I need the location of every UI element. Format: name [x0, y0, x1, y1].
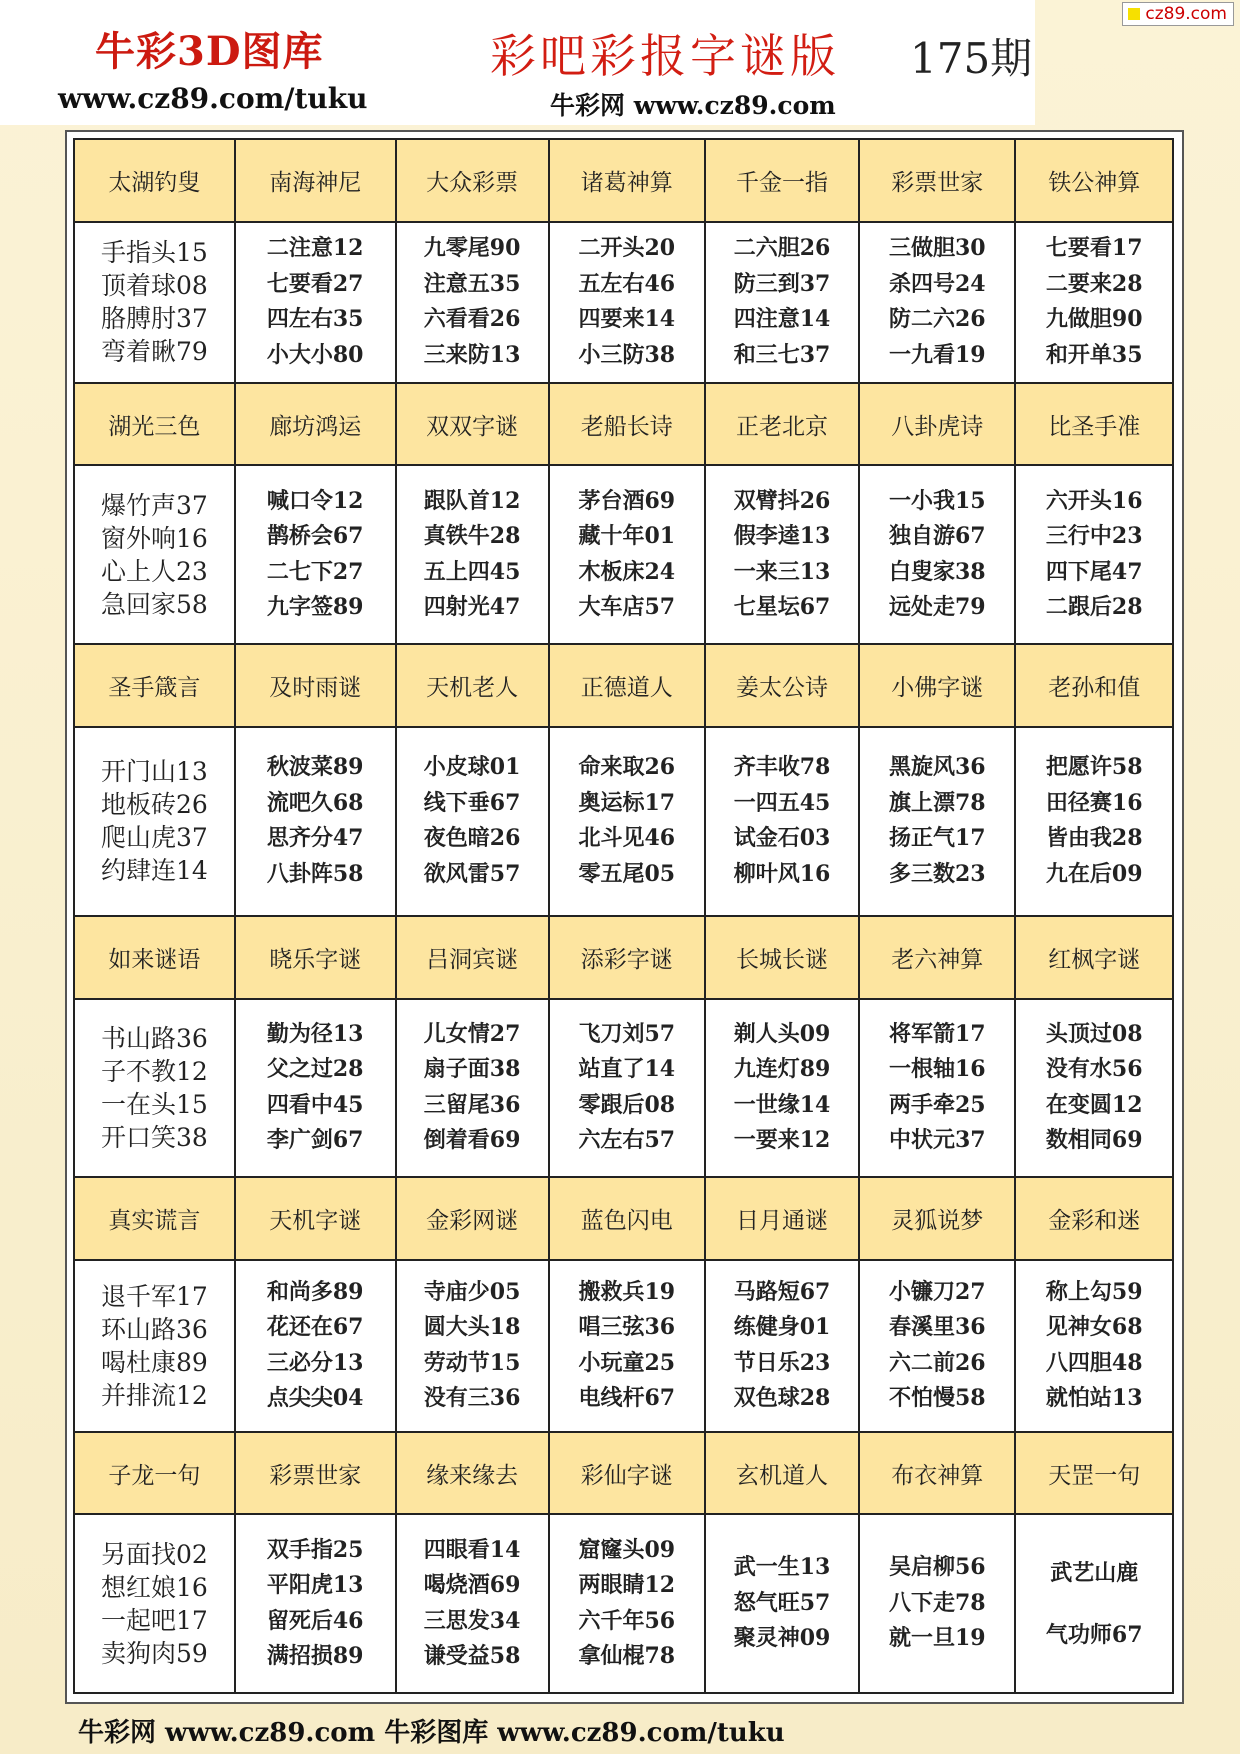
clue-line: 一根轴16: [888, 1056, 986, 1083]
clue-line: 气功师67: [1045, 1621, 1143, 1648]
clue-line: 吴启柳56: [888, 1554, 986, 1581]
clue-line: 聚灵神09: [733, 1625, 831, 1652]
grid-cell: [549, 1260, 705, 1432]
column-header: 如来谜语: [74, 916, 235, 999]
clue-line: 八卦阵58: [266, 860, 364, 887]
puzzle-grid: [73, 138, 1174, 1694]
header-row: [74, 383, 1173, 466]
clue-line: 双臂抖26: [733, 487, 831, 514]
clue-line: 一四五45: [733, 789, 831, 816]
column-header: 吕洞宾谜: [396, 916, 549, 999]
clue-line: 独自游67: [888, 523, 986, 550]
clue-line: 顶着球08: [100, 271, 208, 301]
clue-line: 藏十年01: [578, 523, 676, 550]
clue-line: 另面找02: [100, 1539, 208, 1569]
clue-line: 三来防13: [423, 341, 521, 368]
clue-line: 七要看27: [266, 270, 364, 297]
column-header: 老船长诗: [549, 383, 705, 466]
clue-line: 三行中23: [1045, 523, 1143, 550]
column-header: 比圣手准: [1015, 383, 1173, 466]
clue-line: 并排流12: [100, 1380, 208, 1410]
issue-number: 175期: [910, 34, 1033, 83]
clue-line: 试金石03: [733, 825, 831, 852]
clue-line: 北斗见46: [578, 825, 676, 852]
clue-line: 倒着看69: [423, 1127, 521, 1154]
grid-cell: [1015, 222, 1173, 383]
clue-line: 思齐分47: [266, 825, 364, 852]
grid-cell: [396, 222, 549, 383]
clue-line: 奥运标17: [578, 789, 676, 816]
clue-line: 鹊桥会67: [266, 523, 364, 550]
clue-line: 小皮球01: [423, 754, 521, 781]
clue-line: 小镰刀27: [888, 1278, 986, 1305]
clue-line: 木板床24: [578, 558, 676, 585]
clue-line: 二要来28: [1045, 270, 1143, 297]
clue-line: 零五尾05: [578, 860, 676, 887]
clue-line: 四眼看14: [423, 1536, 521, 1563]
column-header: 老六神算: [859, 916, 1015, 999]
clue-line: 见神女68: [1045, 1314, 1143, 1341]
clue-line: 柳叶风16: [733, 860, 831, 887]
clue-line: 五左右46: [578, 270, 676, 297]
grid-cell: [396, 465, 549, 643]
column-header: 小佛字谜: [859, 644, 1015, 727]
clue-line: 九字签89: [266, 594, 364, 621]
clue-line: 四看中45: [266, 1091, 364, 1118]
clue-line: 欲风雷57: [423, 860, 521, 887]
clue-line: 中状元37: [888, 1127, 986, 1154]
footer-links[interactable]: 牛彩网 www.cz89.com 牛彩图库 www.cz89.com/tuku: [78, 1718, 785, 1748]
grid-cell: [1015, 727, 1173, 916]
grid-cell: [549, 999, 705, 1177]
clue-line: 急回家58: [100, 589, 208, 619]
column-header: 八卦虎诗: [859, 383, 1015, 466]
column-header: 圣手箴言: [74, 644, 235, 727]
edition-title: 彩吧彩报字谜版: [490, 29, 840, 83]
clue-line: 一要来12: [733, 1127, 831, 1154]
clue-line: 武艺山鹿: [1050, 1559, 1139, 1586]
clue-line: 二注意12: [266, 235, 364, 262]
data-row: [74, 1260, 1173, 1432]
clue-line: 小三防38: [578, 341, 676, 368]
clue-line: 零跟后08: [578, 1091, 676, 1118]
grid-cell: [705, 222, 859, 383]
clue-line: 二跟后28: [1045, 594, 1143, 621]
grid-cell: [859, 1260, 1015, 1432]
header-row: [74, 644, 1173, 727]
clue-line: 开门山13: [100, 757, 208, 787]
clue-line: 六开头16: [1045, 487, 1143, 514]
site-url[interactable]: 牛彩网 www.cz89.com: [550, 91, 836, 120]
clue-line: 和三七37: [733, 341, 831, 368]
grid-cell: [74, 1260, 235, 1432]
clue-line: 勤为径13: [266, 1020, 364, 1047]
clue-line: 点尖尖04: [266, 1385, 364, 1412]
clue-line: 六左右57: [578, 1127, 676, 1154]
clue-line: 八下走78: [888, 1589, 986, 1616]
clue-line: 注意五35: [423, 270, 521, 297]
clue-line: 三必分13: [266, 1349, 364, 1376]
clue-line: 在变圆12: [1045, 1091, 1143, 1118]
column-header: 正德道人: [549, 644, 705, 727]
clue-line: 六二前26: [888, 1349, 986, 1376]
grid-cell: [74, 999, 235, 1177]
clue-line: 四射光47: [423, 594, 521, 621]
column-header: 大众彩票: [396, 139, 549, 222]
grid-cell: [859, 727, 1015, 916]
clue-line: 杀四号24: [888, 270, 986, 297]
column-header: 千金一指: [705, 139, 859, 222]
puzzle-grid-frame: [65, 130, 1184, 1704]
clue-line: 小玩童25: [578, 1349, 676, 1376]
column-header: 老孙和值: [1015, 644, 1173, 727]
column-header: 姜太公诗: [705, 644, 859, 727]
grid-cell: [235, 222, 396, 383]
clue-line: 武一生13: [733, 1554, 831, 1581]
column-header: 彩票世家: [859, 139, 1015, 222]
clue-line: 二七下27: [266, 558, 364, 585]
clue-line: 拿仙棍78: [578, 1643, 676, 1670]
grid-cell: [74, 222, 235, 383]
clue-line: 二开头20: [578, 235, 676, 262]
column-header: 布衣神算: [859, 1432, 1015, 1515]
brand-url[interactable]: www.cz89.com/tuku: [58, 82, 368, 115]
column-header: 子龙一句: [74, 1432, 235, 1515]
clue-line: 双手指25: [266, 1536, 364, 1563]
column-header: 正老北京: [705, 383, 859, 466]
grid-cell: [1015, 999, 1173, 1177]
grid-cell: [396, 727, 549, 916]
clue-line: 九零尾90: [423, 235, 521, 262]
clue-line: 一世缘14: [733, 1091, 831, 1118]
clue-line: 七要看17: [1045, 235, 1143, 262]
clue-line: 夜色暗26: [423, 825, 521, 852]
brand-title: 牛彩3D图库: [95, 28, 324, 75]
grid-cell: [396, 999, 549, 1177]
clue-line: 皆由我28: [1045, 825, 1143, 852]
clue-line: 心上人23: [100, 556, 208, 586]
grid-cell: [74, 727, 235, 916]
data-row: [74, 999, 1173, 1177]
clue-line: 扇子面38: [423, 1056, 521, 1083]
grid-cell: [549, 1514, 705, 1693]
clue-line: 四要来14: [578, 306, 676, 333]
clue-line: 喝烧酒69: [423, 1572, 521, 1599]
clue-line: 儿女情27: [423, 1020, 521, 1047]
corner-badge-text: cz89.com: [1145, 4, 1227, 24]
clue-line: 六看看26: [423, 306, 521, 333]
column-header: 灵狐说梦: [859, 1177, 1015, 1260]
data-row: [74, 1514, 1173, 1693]
clue-line: 数相同69: [1045, 1127, 1143, 1154]
clue-line: 弯着瞅79: [100, 337, 208, 367]
clue-line: 跟队首12: [423, 487, 521, 514]
clue-line: 不怕慢58: [888, 1385, 986, 1412]
clue-line: 两眼睛12: [578, 1572, 676, 1599]
grid-cell: [705, 999, 859, 1177]
clue-line: 飞刀刘57: [578, 1020, 676, 1047]
clue-line: 流吧久68: [266, 789, 364, 816]
clue-line: 八四胆48: [1045, 1349, 1143, 1376]
grid-cell: [235, 465, 396, 643]
column-header: 天罡一句: [1015, 1432, 1173, 1515]
clue-line: 九在后09: [1045, 860, 1143, 887]
clue-line: 平阳虎13: [266, 1572, 364, 1599]
clue-line: 子不教12: [100, 1056, 208, 1086]
clue-line: 二六胆26: [733, 235, 831, 262]
clue-line: 田径赛16: [1045, 789, 1143, 816]
column-header: 铁公神算: [1015, 139, 1173, 222]
grid-cell: [859, 465, 1015, 643]
clue-line: 一在头15: [100, 1089, 208, 1119]
clue-line: 李广剑67: [266, 1127, 364, 1154]
clue-line: 五上四45: [423, 558, 521, 585]
clue-line: 卖狗肉59: [100, 1638, 208, 1668]
clue-line: 爆竹声37: [100, 490, 208, 520]
clue-line: 搬救兵19: [578, 1278, 676, 1305]
column-header: 金彩网谜: [396, 1177, 549, 1260]
clue-line: 四左右35: [266, 306, 364, 333]
clue-line: 劳动节15: [423, 1349, 521, 1376]
grid-cell: [549, 465, 705, 643]
clue-line: 双色球28: [733, 1385, 831, 1412]
clue-line: 一起吧17: [100, 1605, 208, 1635]
grid-cell: [859, 222, 1015, 383]
grid-cell: [705, 465, 859, 643]
grid-cell: [235, 727, 396, 916]
grid-cell: [235, 1260, 396, 1432]
clue-line: 一九看19: [888, 341, 986, 368]
clue-line: 就一旦19: [888, 1625, 986, 1652]
clue-line: 和开单35: [1045, 341, 1143, 368]
clue-line: 没有三36: [423, 1385, 521, 1412]
clue-line: 留死后46: [266, 1607, 364, 1634]
column-header: 玄机道人: [705, 1432, 859, 1515]
clue-line: 三思发34: [423, 1607, 521, 1634]
clue-line: 六千年56: [578, 1607, 676, 1634]
grid-cell: [235, 999, 396, 1177]
clue-line: 退千军17: [100, 1281, 208, 1311]
clue-line: 两手牵25: [888, 1091, 986, 1118]
clue-line: 九连灯89: [733, 1056, 831, 1083]
clue-line: 手指头15: [100, 238, 208, 268]
clue-line: 小大小80: [266, 341, 364, 368]
clue-line: 一来三13: [733, 558, 831, 585]
clue-line: 七星坛67: [733, 594, 831, 621]
clue-line: 节日乐23: [733, 1349, 831, 1376]
clue-line: 就怕站13: [1045, 1385, 1143, 1412]
header-row: [74, 1432, 1173, 1515]
clue-line: 花还在67: [266, 1314, 364, 1341]
corner-badge[interactable]: [1122, 2, 1234, 26]
clue-line: 线下垂67: [423, 789, 521, 816]
column-header: 晓乐字谜: [235, 916, 396, 999]
column-header: 蓝色闪电: [549, 1177, 705, 1260]
column-header: 及时雨谜: [235, 644, 396, 727]
grid-cell: [549, 727, 705, 916]
clue-line: 地板砖26: [100, 790, 208, 820]
clue-line: 和尚多89: [266, 1278, 364, 1305]
column-header: 红枫字谜: [1015, 916, 1173, 999]
clue-line: 四下尾47: [1045, 558, 1143, 585]
clue-line: 爬山虎37: [100, 823, 208, 853]
column-header: 天机老人: [396, 644, 549, 727]
column-header: 彩仙字谜: [549, 1432, 705, 1515]
clue-line: 一小我15: [888, 487, 986, 514]
header-row: [74, 1177, 1173, 1260]
clue-line: 窗外响16: [100, 523, 208, 553]
clue-line: 大车店57: [578, 594, 676, 621]
column-header: 双双字谜: [396, 383, 549, 466]
clue-line: 多三数23: [888, 860, 986, 887]
clue-line: 把愿许58: [1045, 754, 1143, 781]
column-header: 太湖钓叟: [74, 139, 235, 222]
column-header: 日月通谜: [705, 1177, 859, 1260]
clue-line: 假李逵13: [733, 523, 831, 550]
grid-cell: [859, 1514, 1015, 1693]
data-row: [74, 465, 1173, 643]
clue-line: 圆大头18: [423, 1314, 521, 1341]
clue-line: 茅台酒69: [578, 487, 676, 514]
grid-cell: [1015, 1260, 1173, 1432]
clue-line: 马路短67: [733, 1278, 831, 1305]
clue-line: 没有水56: [1045, 1056, 1143, 1083]
clue-line: 秋波菜89: [266, 754, 364, 781]
data-row: [74, 727, 1173, 916]
clue-line: 黑旋风36: [888, 754, 986, 781]
clue-line: 怒气旺57: [733, 1589, 831, 1616]
clue-line: 将军箭17: [888, 1020, 986, 1047]
grid-cell: [705, 727, 859, 916]
header-row: [74, 139, 1173, 222]
clue-line: 三留尾36: [423, 1091, 521, 1118]
clue-line: 三做胆30: [888, 235, 986, 262]
clue-line: 喊口令12: [266, 487, 364, 514]
column-header: 真实谎言: [74, 1177, 235, 1260]
column-header: 廊坊鸿运: [235, 383, 396, 466]
clue-line: 喝杜康89: [100, 1347, 208, 1377]
grid-cell: [859, 999, 1015, 1177]
column-header: 彩票世家: [235, 1432, 396, 1515]
clue-line: 四注意14: [733, 306, 831, 333]
clue-line: 唱三弦36: [578, 1314, 676, 1341]
column-header: 湖光三色: [74, 383, 235, 466]
clue-line: 防三到37: [733, 270, 831, 297]
column-header: 南海神尼: [235, 139, 396, 222]
clue-line: 谦受益58: [423, 1643, 521, 1670]
clue-line: 站直了14: [578, 1056, 676, 1083]
clue-line: 电线杆67: [578, 1385, 676, 1412]
grid-cell: [396, 1260, 549, 1432]
clue-line: 父之过28: [266, 1056, 364, 1083]
clue-line: 约肆连14: [100, 856, 208, 886]
grid-cell: [1015, 1514, 1173, 1693]
grid-cell: [1015, 465, 1173, 643]
clue-line: 胳膊肘37: [100, 304, 208, 334]
clue-line: 齐丰收78: [733, 754, 831, 781]
clue-line: 满招损89: [266, 1643, 364, 1670]
clue-line: 称上勾59: [1045, 1278, 1143, 1305]
clue-line: 白叟家38: [888, 558, 986, 585]
grid-cell: [235, 1514, 396, 1693]
data-row: [74, 222, 1173, 383]
clue-line: 春溪里36: [888, 1314, 986, 1341]
clue-line: 想红娘16: [100, 1572, 208, 1602]
clue-line: 环山路36: [100, 1314, 208, 1344]
column-header: 长城长谜: [705, 916, 859, 999]
clue-line: 练健身01: [733, 1314, 831, 1341]
grid-cell: [74, 465, 235, 643]
grid-cell: [549, 222, 705, 383]
grid-cell: [74, 1514, 235, 1693]
clue-line: 开口笑38: [100, 1122, 208, 1152]
clue-line: 防二六26: [888, 306, 986, 333]
clue-line: 九做胆90: [1045, 306, 1143, 333]
column-header: 金彩和迷: [1015, 1177, 1173, 1260]
grid-cell: [705, 1514, 859, 1693]
clue-line: 寺庙少05: [423, 1278, 521, 1305]
clue-line: 扬正气17: [888, 825, 986, 852]
header-banner: [0, 0, 1035, 125]
grid-cell: [705, 1260, 859, 1432]
column-header: 缘来缘去: [396, 1432, 549, 1515]
clue-line: 窟窿头09: [578, 1536, 676, 1563]
column-header: 天机字谜: [235, 1177, 396, 1260]
clue-line: 书山路36: [100, 1023, 208, 1053]
grid-cell: [396, 1514, 549, 1693]
column-header: 添彩字谜: [549, 916, 705, 999]
column-header: 诸葛神算: [549, 139, 705, 222]
clue-line: 旗上漂78: [888, 789, 986, 816]
clue-line: 命来取26: [578, 754, 676, 781]
clue-line: 头顶过08: [1045, 1020, 1143, 1047]
clue-line: 远处走79: [888, 594, 986, 621]
clue-line: 真铁牛28: [423, 523, 521, 550]
header-row: [74, 916, 1173, 999]
badge-square-icon: [1128, 8, 1140, 20]
clue-line: 剃人头09: [733, 1020, 831, 1047]
